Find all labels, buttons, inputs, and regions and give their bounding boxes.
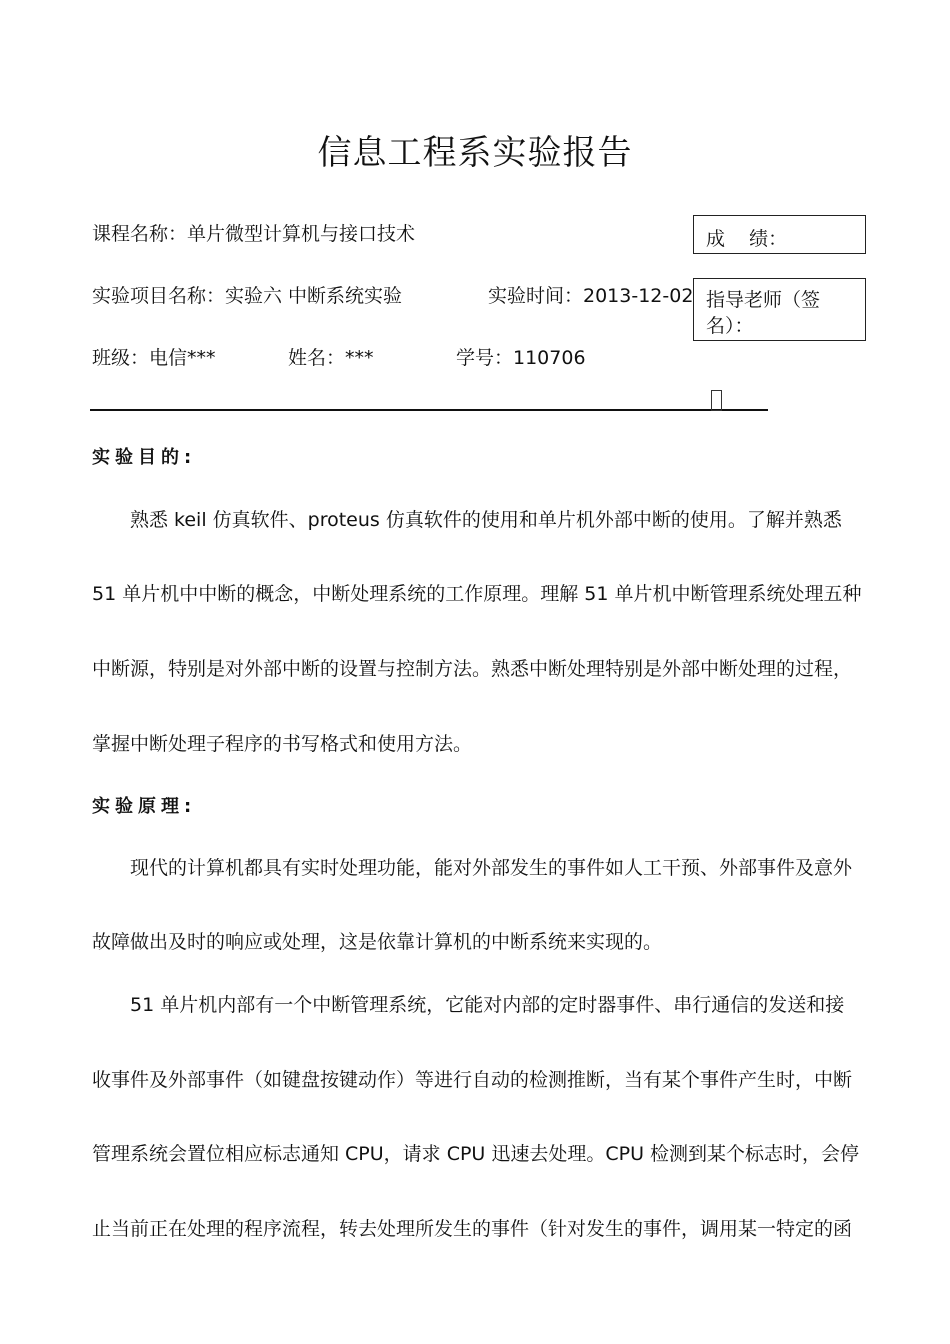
- principle-heading: 实验原理:: [92, 796, 197, 817]
- principle-line: 收事件及外部事件（如键盘按键动作）等进行自动的检测推断，当有某个事件产生时，中断: [92, 1069, 853, 1091]
- purpose-line: 51 单片机中中断的概念，中断处理系统的工作原理。理解 51 单片机中断管理系统处理五种: [92, 583, 862, 605]
- student-id: 学号：110706: [456, 347, 586, 369]
- teacher-label-line2: 名）：: [706, 315, 754, 337]
- teacher-signature-box: [693, 278, 866, 341]
- score-label: 成 绩：: [706, 228, 788, 250]
- class-field: 班级：电信***: [92, 347, 216, 369]
- page-title: 信息工程系实验报告: [317, 133, 633, 173]
- purpose-line: 熟悉 keil 仿真软件、proteus 仿真软件的使用和单片机外部中断的使用。了解并熟悉: [130, 509, 842, 531]
- principle-line: 51 单片机内部有一个中断管理系统，它能对内部的定时器事件、串行通信的发送和接: [130, 994, 845, 1016]
- missing-glyph-icon: [711, 390, 722, 411]
- student-name: 姓名：***: [288, 347, 374, 369]
- score-box: [693, 215, 866, 254]
- principle-line: 现代的计算机都具有实时处理功能，能对外部发生的事件如人工干预、外部事件及意外: [130, 857, 853, 879]
- purpose-heading: 实验目的:: [92, 447, 197, 468]
- principle-line: 管理系统会置位相应标志通知 CPU，请求 CPU 迅速去处理。CPU 检测到某个标志时，会停: [92, 1143, 860, 1165]
- project-name: 实验项目名称：实验六 中断系统实验: [92, 285, 403, 307]
- principle-line: 故障做出及时的响应或处理，这是依靠计算机的中断系统来实现的。: [92, 931, 663, 953]
- purpose-line: 中断源，特别是对外部中断的设置与控制方法。熟悉中断处理特别是外部中断处理的过程，: [92, 658, 853, 680]
- course-name: 课程名称：单片微型计算机与接口技术: [92, 223, 416, 245]
- teacher-label-line1: 指导老师（签: [706, 289, 821, 311]
- principle-line: 止当前正在处理的程序流程，转去处理所发生的事件（针对发生的事件，调用某一特定的函: [92, 1218, 853, 1240]
- purpose-line: 掌握中断处理子程序的书写格式和使用方法。: [92, 733, 473, 755]
- experiment-time: 实验时间：2013-12-02: [488, 285, 694, 307]
- header-divider: [90, 409, 768, 411]
